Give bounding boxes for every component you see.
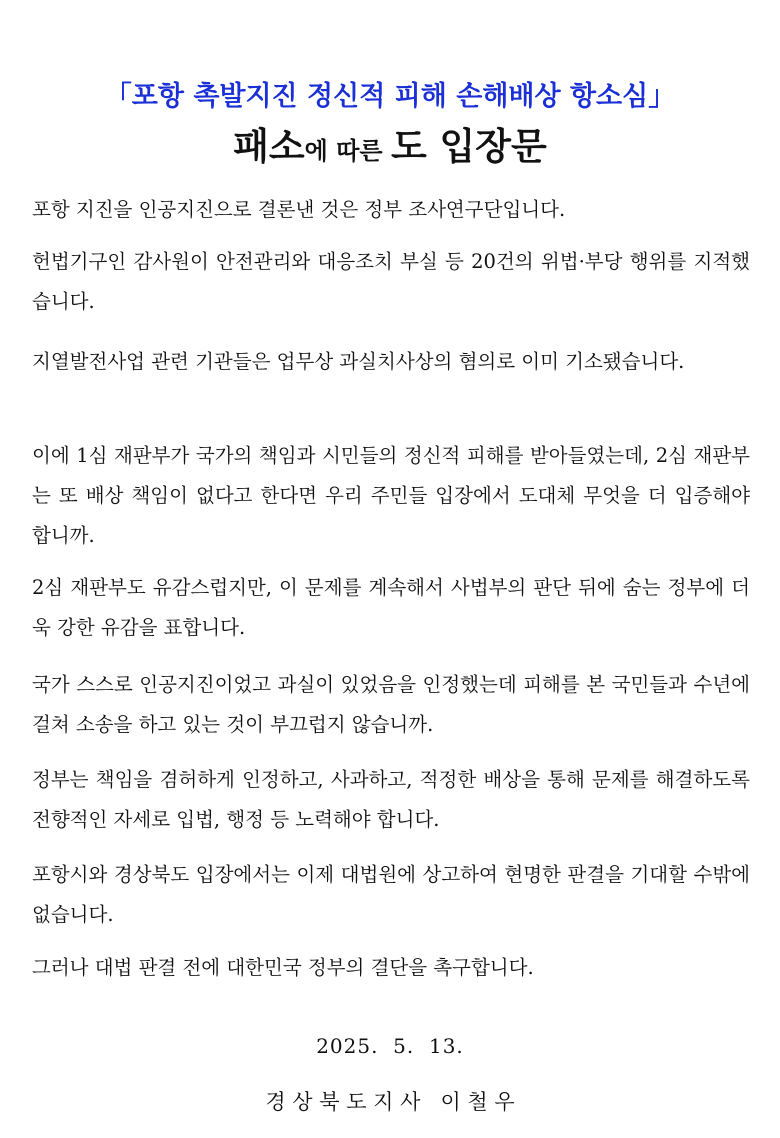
title-word-connector: 에 따른 [304,137,391,165]
paragraph-1: 포항 지진을 인공지진으로 결론낸 것은 정부 조사연구단입니다. [32,198,566,221]
paragraph-5: 2심 재판부도 유감스럽지만, 이 문제를 계속해서 사법부의 판단 뒤에 숨는 정부에 더욱 강한 유감을 표합니다. [32,576,750,639]
title-word-statement: 도 입장문 [390,125,547,168]
paragraph-4: 이에 1심 재판부가 국가의 책임과 시민들의 정신적 피해를 받아들였는데, 2심 재판부는 또 배상 책임이 없다고 한다면 우리 주민들 입장에서 도대체 무엇을 더 입증해야 합니까. [32,444,750,547]
paragraph-7: 정부는 책임을 겸허하게 인정하고, 사과하고, 적정한 배상을 통해 문제를 해결하도록 전향적인 자세로 입법, 행정 등 노력해야 합니다. [32,768,750,831]
paragraph-2: 헌법기구인 감사원이 안전관리와 대응조치 부실 등 20건의 위법·부당 행위를 지적했습니다. [32,250,750,313]
governor-signature: 경 상 북 도 지 사 이 철 우 [265,1090,515,1114]
paragraph-9: 그러나 대법 판결 전에 대한민국 정부의 결단을 촉구합니다. [32,956,534,979]
document-title-main [0,116,780,170]
paragraph-8: 포항시와 경상북도 입장에서는 이제 대법원에 상고하여 현명한 판결을 기대할 수밖에 없습니다. [32,863,750,926]
paragraph-6: 국가 스스로 인공지진이었고 과실이 있었음을 인정했는데 피해를 본 국민들과 수년에 걸쳐 소송을 하고 있는 것이 부끄럽지 않습니까. [32,673,750,736]
paragraph-3: 지열발전사업 관련 기관들은 업무상 과실치사상의 혐의로 이미 기소됐습니다. [32,350,685,373]
title-word-loss: 패소 [233,125,305,168]
document-title-subject: 「포항 촉발지진 정신적 피해 손해배상 항소심」 [104,81,676,112]
statement-date: 2025. 5. 13. [316,1034,464,1058]
